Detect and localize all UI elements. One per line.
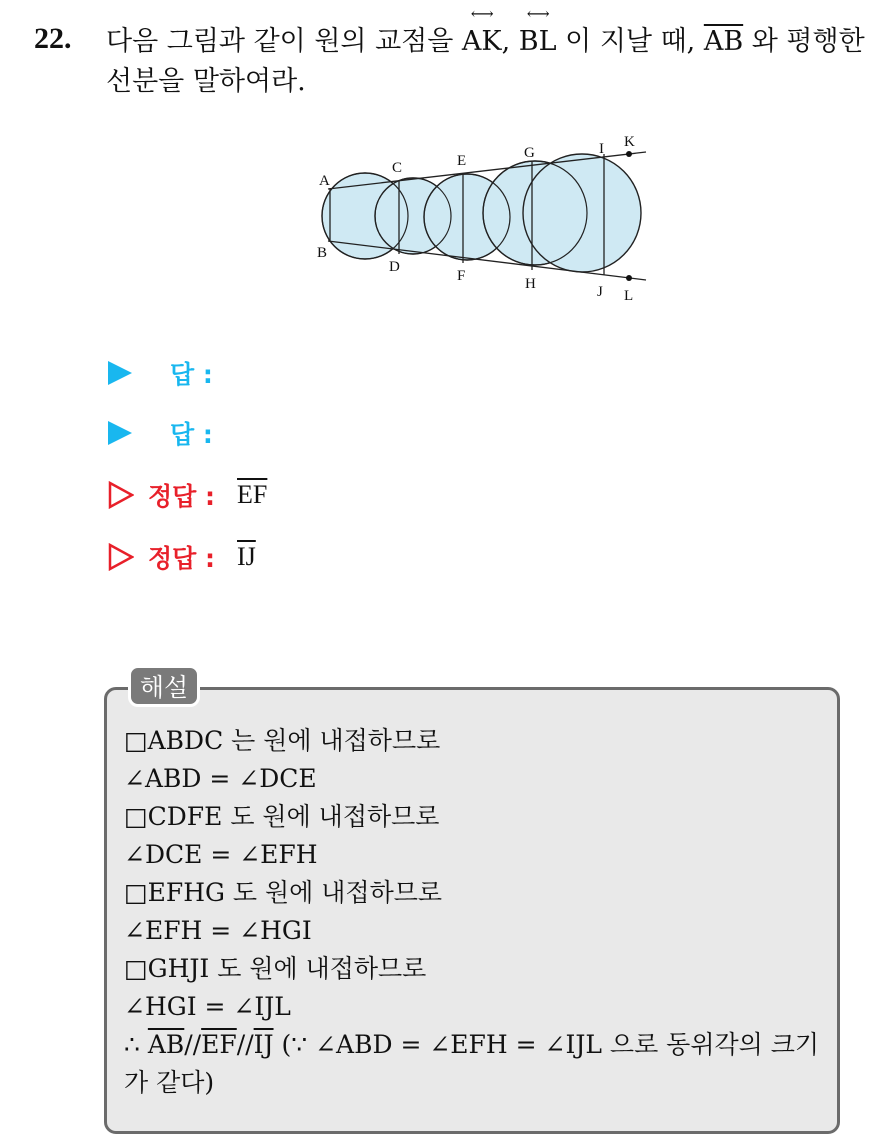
solution-lines [124,722,836,1102]
circle-5 [523,154,641,272]
solution-line: □CDFE 도 원에 내접하므로 [124,802,440,831]
label-i: I [599,141,604,157]
segment-ab: $\overline{AB}$ [147,1030,185,1059]
answer-label: 답 : [170,420,213,449]
solution-conclusion: ∴ $\overline{AB}//\overline{EF}//\overline{IJ}$ (∵ ∠ABD = ∠EFH = ∠IJL 으로 동위각의 크기가 같다) [124,1030,820,1097]
question-text-part2: 이 지날 때, [565,26,696,57]
label-d: D [389,259,400,275]
circles-figure [306,130,662,310]
solution-line: ∠EFH = ∠HGI [124,916,312,945]
label-h: H [525,276,536,292]
correct-answer-row-1 [108,475,267,515]
outline-triangle-icon [108,481,134,509]
question-text-part3: 와 평행한 선분을 말하여라. [106,26,865,97]
correct-answer-label: 정답 : [148,544,216,573]
label-k: K [624,134,635,150]
solution-line: ∠ABD = ∠DCE [124,764,317,793]
double-arrow-icon: ⟷ [470,4,493,23]
correct-answer-value: $\overline{EF}$ [237,480,268,509]
solution-line: □GHJI 도 원에 내접하므로 [124,954,427,983]
label-e: E [457,153,467,169]
answer-row-1 [108,353,213,393]
label-a: A [319,173,330,189]
answer-label: 답 : [170,360,213,389]
segment-ab: $\overline{AB}$ [703,26,744,57]
line-bl: ⟷ BL [518,4,557,57]
segment-ij: $\overline{IJ}$ [253,1030,274,1059]
label-c: C [392,160,403,176]
solution-line: ∠HGI = ∠IJL [124,992,291,1021]
correct-answer-value: $\overline{IJ}$ [237,542,256,571]
solution-line: ∠DCE = ∠EFH [124,840,318,869]
outline-triangle-icon [108,543,134,571]
play-triangle-icon [108,361,132,385]
question-number: 22. [34,22,72,55]
segment-ef: $\overline{EF}$ [201,1030,237,1059]
label-g: G [524,145,535,161]
correct-answer-row-2 [108,537,256,577]
question-text: 다음 그림과 같이 원의 교점을 ⟷ AK, ⟷ BL 이 지날 때, $\overline{AB}$ 와 평행한 선분을 말하여라. [106,4,865,97]
label-f: F [457,268,466,284]
question-text-part1: 다음 그림과 같이 원의 교점을 [106,26,454,57]
label-j: J [597,284,603,300]
correct-answer-label: 정답 : [148,482,216,511]
double-arrow-icon: ⟷ [526,4,549,23]
line-ak: ⟷ AK [461,4,502,57]
solution-tag: 해설 [128,665,200,707]
solution-line: □EFHG 도 원에 내접하므로 [124,878,443,907]
label-l: L [624,288,634,304]
solution-line: □ABDC 는 원에 내접하므로 [124,726,441,755]
answer-row-2 [108,413,213,453]
label-b: B [317,245,328,261]
play-triangle-icon [108,421,132,445]
